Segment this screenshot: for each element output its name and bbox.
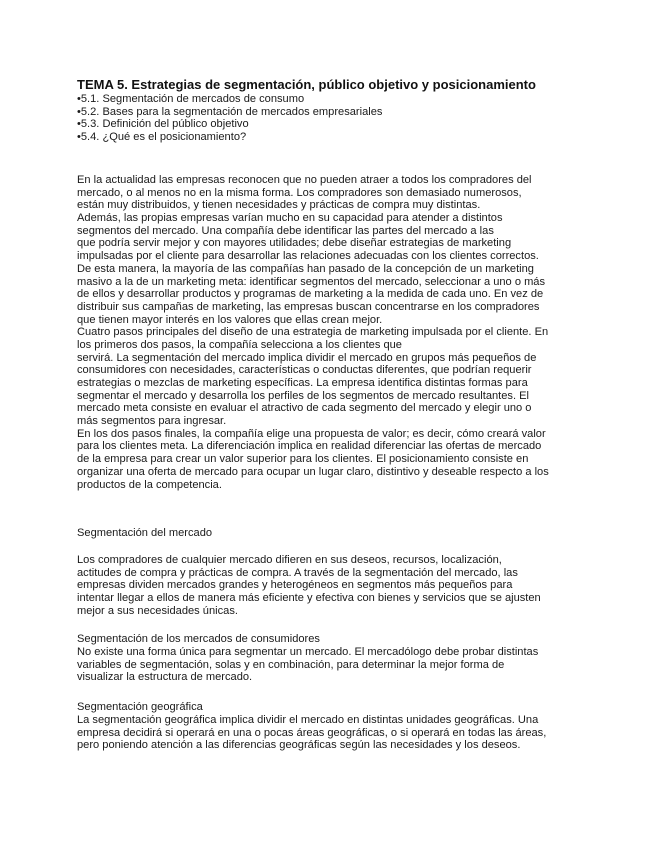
text-line: de la empresa para crear un valor superior para los clientes. El posicionamiento consiste en (77, 453, 529, 466)
text-line: para los clientes meta. La diferenciación implica en realidad diferenciar las ofertas de mercado (77, 440, 542, 453)
toc-item: •5.2. Bases para la segmentación de mercados empresariales (77, 105, 383, 118)
section-heading-mercados-consumidores: Segmentación de los mercados de consumidores (77, 633, 320, 645)
text-line: mercado meta consiste en evaluar el atractivo de cada segmento del mercado y elegir uno o (77, 402, 532, 415)
text-line: consumidores con necesidades, características o conductas diferentes, que podrían requerir (77, 364, 532, 377)
text-line: segmentos del mercado. Una compañía debe identificar las partes del mercado a las (77, 224, 494, 237)
text-line: visualizar la estructura de mercado. (77, 671, 253, 684)
text-line: Los compradores de cualquier mercado difieren en sus deseos, recursos, localización, (77, 554, 502, 566)
text-line: productos de la competencia. (77, 478, 222, 491)
text-line: distribuir sus campañas de marketing, las empresas buscan concentrarse en los compradores (77, 300, 540, 313)
text-line: Cuatro pasos principales del diseño de una estrategia de marketing impulsada por el cliente. En (77, 326, 549, 339)
toc-item: •5.3. Definición del público objetivo (77, 118, 249, 130)
text-line: de ellos y desarrollar productos y programas de marketing a la medida de cada uno. En vez de (77, 288, 544, 301)
section-heading-segmentacion-geografica: Segmentación geográfica (77, 701, 203, 713)
section-segmentacion-geografica-body (77, 714, 597, 752)
toc-item: •5.1. Segmentación de mercados de consumo (77, 93, 305, 105)
page-title: TEMA 5. Estrategias de segmentación, público objetivo y posicionamiento (77, 77, 536, 92)
table-of-contents (77, 93, 577, 143)
text-line: La segmentación geográfica implica dividir el mercado en distintas unidades geográficas. Una (77, 714, 539, 726)
text-line: los primeros dos pasos, la compañía selecciona a los clientes que (77, 338, 402, 351)
text-line: variables de segmentación, solas y en combinación, para determinar la mejor forma de (77, 658, 505, 671)
text-line: que tienen mayor interés en los valores que ellas crean mejor. (77, 313, 383, 326)
section-heading-segmentacion-mercado: Segmentación del mercado (77, 527, 213, 539)
text-line: servirá. La segmentación del mercado implica dividir el mercado en grupos más pequeños de (77, 351, 537, 364)
section-mercados-consumidores-body (77, 646, 597, 684)
text-line: segmentar el mercado y desarrolla los perfiles de los segmentos de mercado resultantes. El (77, 389, 529, 402)
text-line: más segmentos para ingresar. (77, 415, 227, 428)
text-line: masivo a la de un marketing meta: identificar segmentos del mercado, seleccionar a uno o más (77, 275, 546, 288)
text-line: De esta manera, la mayoría de las compañías han pasado de la concepción de un marketing (77, 262, 534, 275)
text-line: En la actualidad las empresas reconocen que no pueden atraer a todos los compradores del (77, 174, 532, 186)
text-line: empresas dividen mercados grandes y heterogéneos en segmentos más pequeños para (77, 579, 513, 592)
text-line: En los dos pasos finales, la compañía elige una propuesta de valor; es decir, cómo creará valor (77, 427, 546, 440)
text-line: organizar una oferta de mercado para ocupar un lugar claro, distintivo y deseable respecto a los (77, 465, 549, 478)
intro-paragraphs (77, 174, 597, 491)
text-line: estrategias o mezclas de marketing específicas. La empresa identifica distintas formas para (77, 377, 528, 389)
text-line: mercado, o al menos no en la misma forma. Los compradores son demasiado numerosos, (77, 186, 522, 199)
text-line: están muy distribuidos, y tienen necesidades y prácticas de compra muy distintas. (77, 199, 481, 212)
toc-item: •5.4. ¿Qué es el posicionamiento? (77, 130, 247, 143)
section-segmentacion-mercado-body (77, 554, 597, 617)
text-line: que podría servir mejor y con mayores utilidades; debe diseñar estrategias de marketing (77, 237, 512, 250)
text-line: No existe una forma única para segmentar un mercado. El mercadólogo debe probar distintas (77, 646, 539, 658)
text-line: pero poniendo atención a las diferencias geográficas según las necesidades y los deseos. (77, 739, 521, 752)
text-line: actitudes de compra y prácticas de compra. A través de la segmentación del mercado, las (77, 566, 518, 579)
text-line: intentar llegar a ellos de manera más eficiente y efectiva con bienes y servicios que se ajusten (77, 592, 541, 605)
text-line: Además, las propias empresas varían mucho en su capacidad para atender a distintos (77, 212, 503, 225)
text-line: impulsadas por el cliente para desarrollar las relaciones adecuadas con los clientes correctos. (77, 250, 539, 263)
text-line: empresa decidirá si operará en una o pocas áreas geográficas, o si operará en todas las áreas, (77, 726, 547, 739)
text-line: mejor a sus necesidades únicas. (77, 604, 238, 617)
